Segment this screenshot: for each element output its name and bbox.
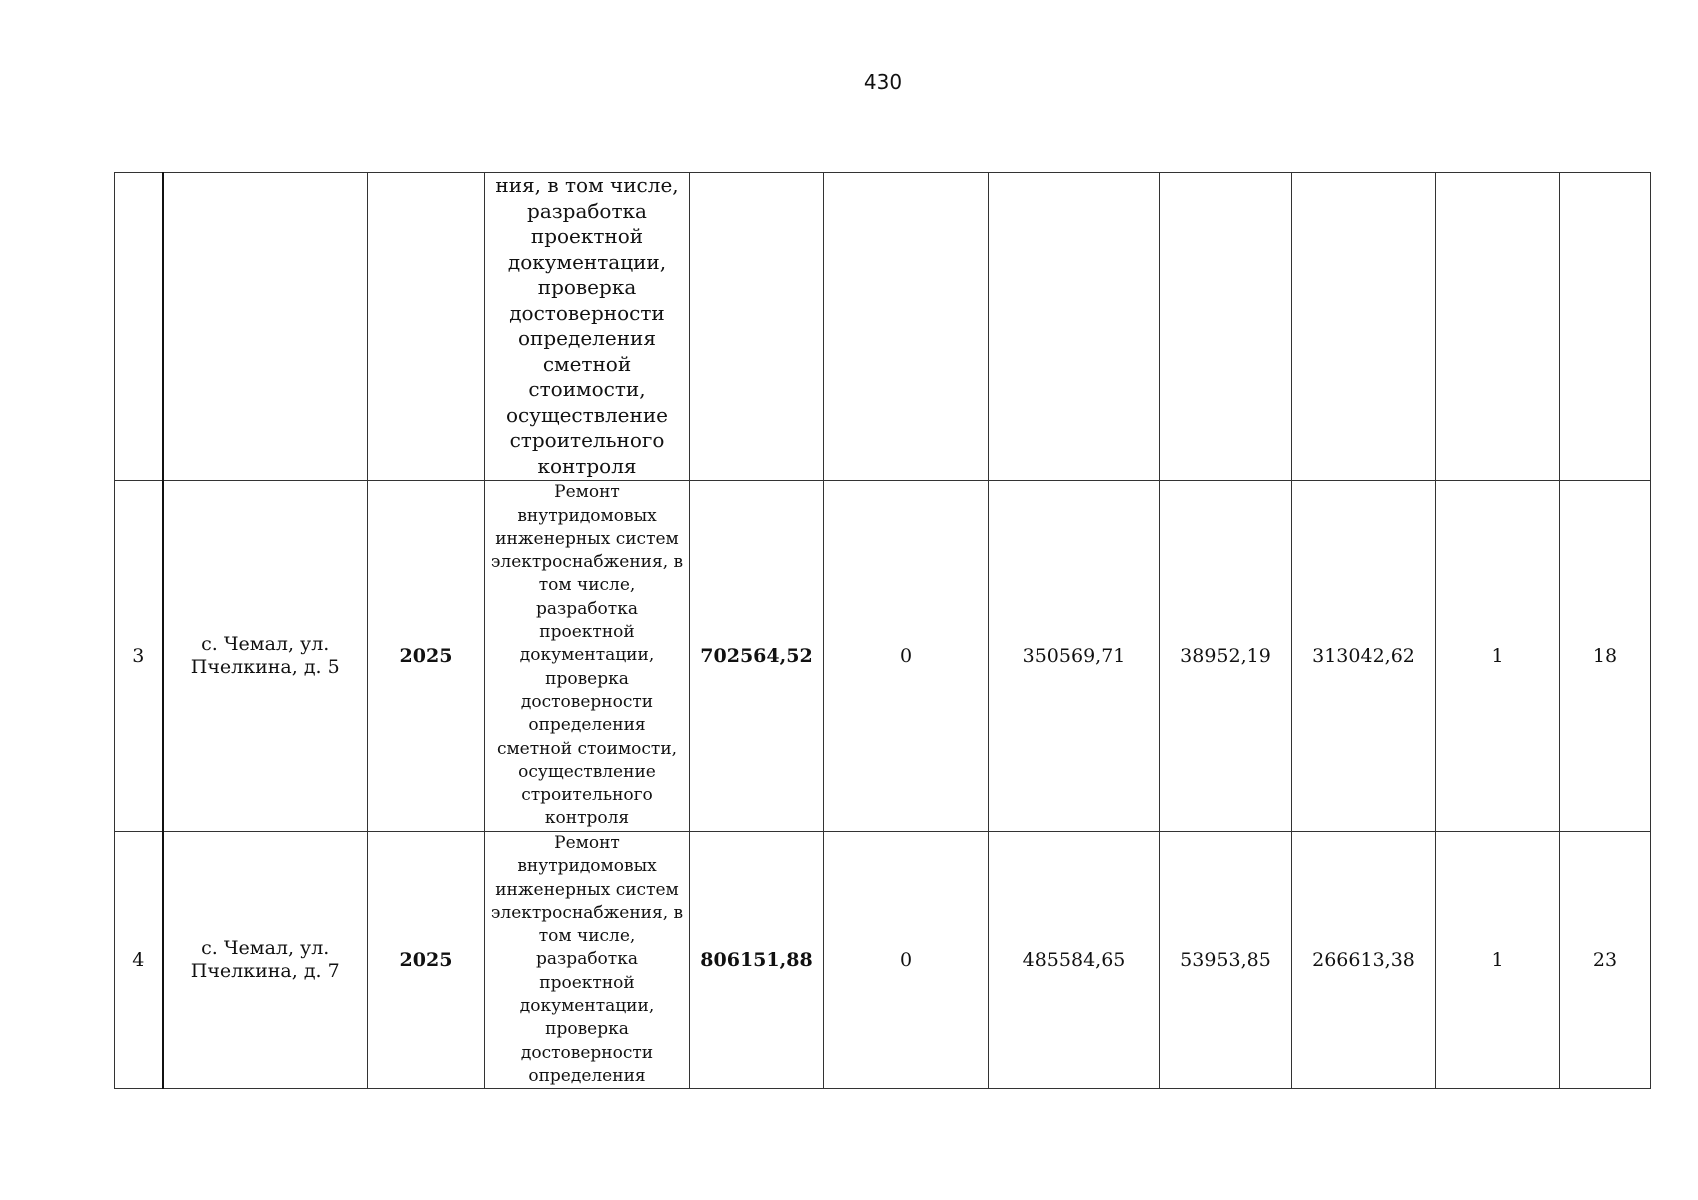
table-row-continued [115,173,1651,481]
value-cell [989,173,1160,481]
address-cell: с. Чемал, ул. Пчелкина, д. 7 [163,832,368,1089]
value-cell: 0 [824,832,989,1089]
value-cell: 38952,19 [1160,481,1292,832]
page-number: 430 [863,70,903,94]
description-cell: Ремонт внутридомовых инженерных систем электроснабжения, в том числе, разработка проектной документации, проверка достоверности определения [485,832,690,1089]
table-row [115,832,1651,1089]
total-cost-cell [690,173,824,481]
value-cell: 0 [824,481,989,832]
description-cell: ния, в том числе, разработка проектной документации, проверка достоверности определения сметной стоимости, осуществление строительного контроля [485,173,690,481]
address-cell [163,173,368,481]
value-cell [1292,173,1436,481]
total-cost-cell: 702564,52 [690,481,824,832]
year-cell: 2025 [368,832,485,1089]
address-cell: с. Чемал, ул. Пчелкина, д. 5 [163,481,368,832]
year-cell [368,173,485,481]
table-row [115,481,1651,832]
value-cell [1436,173,1560,481]
value-cell: 18 [1560,481,1651,832]
value-cell [1160,173,1292,481]
value-cell: 1 [1436,832,1560,1089]
value-cell [824,173,989,481]
value-cell: 1 [1436,481,1560,832]
value-cell: 53953,85 [1160,832,1292,1089]
row-number-cell: 4 [115,832,163,1089]
row-number-cell [115,173,163,481]
description-cell: Ремонт внутридомовых инженерных систем электроснабжения, в том числе, разработка проектной документации, проверка достоверности определения сметной стоимости, осуществление строительного контроля [485,481,690,832]
value-cell: 350569,71 [989,481,1160,832]
value-cell: 23 [1560,832,1651,1089]
value-cell: 313042,62 [1292,481,1436,832]
row-number-cell: 3 [115,481,163,832]
works-table [114,172,1651,1089]
value-cell: 485584,65 [989,832,1160,1089]
value-cell: 266613,38 [1292,832,1436,1089]
year-cell: 2025 [368,481,485,832]
value-cell [1560,173,1651,481]
total-cost-cell: 806151,88 [690,832,824,1089]
